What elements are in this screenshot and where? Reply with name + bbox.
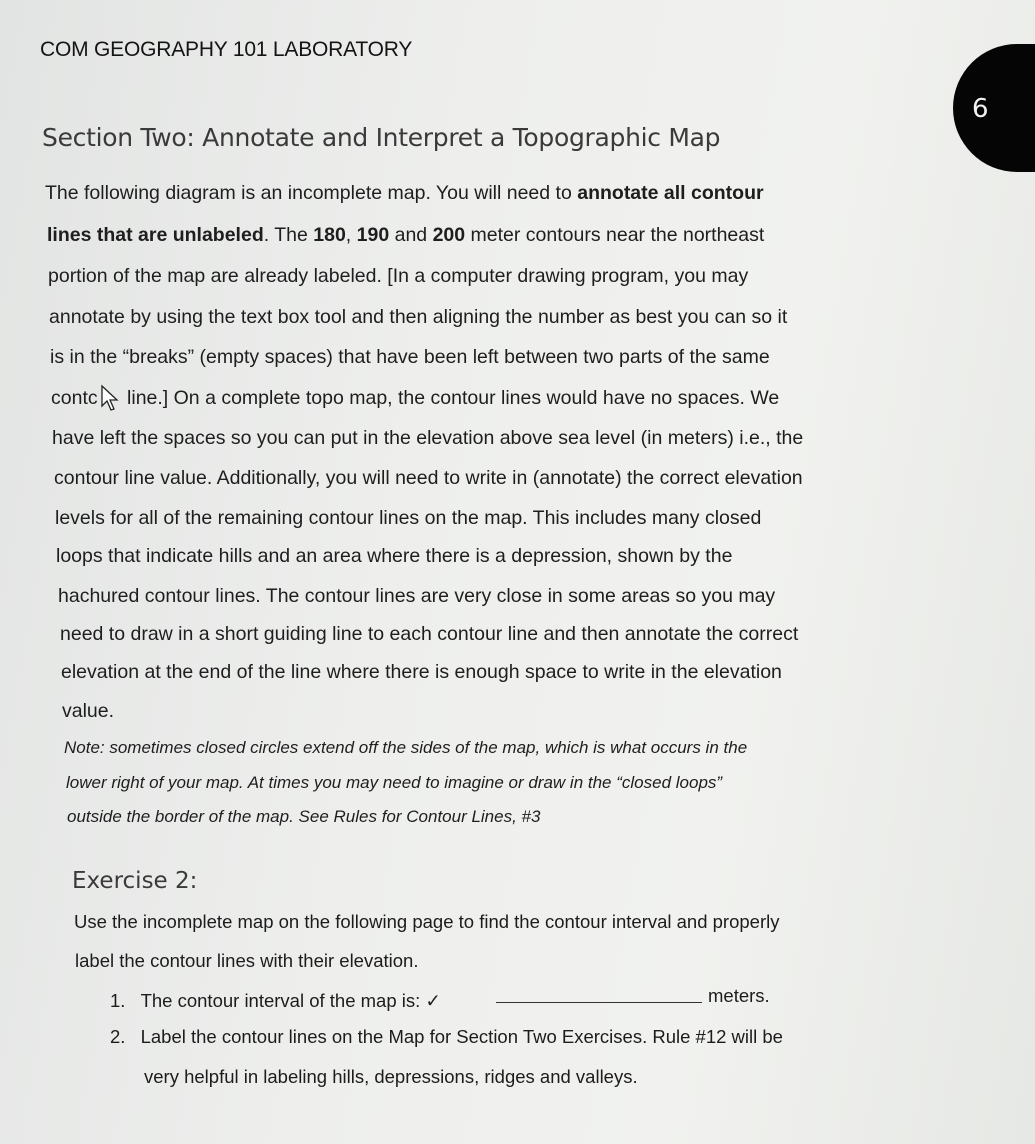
- exercise-intro-line: Use the incomplete map on the following page to find the contour interval and properly: [74, 911, 780, 932]
- course-header: COM GEOGRAPHY 101 LABORATORY: [40, 38, 413, 61]
- question-number: 2.: [110, 1026, 126, 1047]
- page-number: 6: [972, 94, 989, 124]
- exercise-title: Exercise 2:: [72, 868, 198, 894]
- paragraph-line: annotate by using the text box tool and then aligning the number as best you can so it: [49, 306, 788, 328]
- note-line: Note: sometimes closed circles extend off the sides of the map, which is what occurs in the: [64, 738, 748, 757]
- text: and: [389, 224, 433, 246]
- paragraph-line: loops that indicate hills and an area where there is a depression, shown by the: [56, 545, 733, 567]
- text: . The: [263, 224, 314, 246]
- paragraph-line: levels for all of the remaining contour lines on the map. This includes many closed: [55, 507, 762, 529]
- exercise-intro-line: label the contour lines with their elevation.: [75, 950, 419, 971]
- answer-blank[interactable]: [496, 1002, 702, 1003]
- question-text: Label the contour lines on the Map for Section Two Exercises. Rule #12 will be: [140, 1026, 783, 1047]
- paragraph-line: value.: [62, 700, 115, 722]
- paragraph-line: [47, 224, 764, 247]
- text: The following diagram is an incomplete map. You will need to: [45, 182, 578, 204]
- bold-text: 200: [432, 224, 466, 246]
- bold-text: 190: [356, 224, 390, 246]
- paragraph-line: have left the spaces so you can put in the elevation above sea level (in meters) i.e., the: [52, 427, 804, 449]
- question-1: [110, 990, 441, 1012]
- text: line.] On a complete topo map, the contour lines would have no spaces. We: [121, 387, 780, 409]
- page-number-tab: [953, 44, 1035, 172]
- paragraph-line: [45, 182, 764, 205]
- question-text: The contour interval of the map is: ✓: [140, 990, 441, 1011]
- question-unit: meters.: [708, 985, 770, 1006]
- mouse-pointer-icon: [98, 384, 128, 414]
- section-title: Section Two: Annotate and Interpret a Topographic Map: [42, 123, 721, 152]
- text: ,: [345, 224, 357, 246]
- paragraph-line: need to draw in a short guiding line to each contour line and then annotate the correct: [60, 623, 799, 645]
- paragraph-line: elevation at the end of the line where there is enough space to write in the elevation: [61, 661, 782, 683]
- question-2-continued: very helpful in labeling hills, depressions, ridges and valleys.: [144, 1066, 638, 1087]
- paragraph-line: portion of the map are already labeled. [In a computer drawing program, you may: [48, 265, 749, 287]
- paragraph-line: contour line value. Additionally, you will need to write in (annotate) the correct elevation: [54, 467, 803, 489]
- question-number: 1.: [110, 990, 126, 1011]
- paragraph-line: is in the “breaks” (empty spaces) that have been left between two parts of the same: [50, 346, 770, 368]
- bold-text: lines that are unlabeled: [47, 224, 264, 246]
- note-line: lower right of your map. At times you may need to imagine or draw in the “closed loops”: [66, 773, 723, 792]
- note-line: outside the border of the map. See Rules for Contour Lines, #3: [67, 807, 541, 826]
- text: contc: [51, 387, 98, 409]
- question-2: [110, 1026, 783, 1048]
- paragraph-line: [51, 387, 779, 410]
- bold-text: 180: [313, 224, 346, 246]
- bold-text: annotate all contour: [577, 182, 764, 204]
- text: meter contours near the northeast: [465, 224, 765, 246]
- paragraph-line: hachured contour lines. The contour lines are very close in some areas so you may: [58, 585, 776, 607]
